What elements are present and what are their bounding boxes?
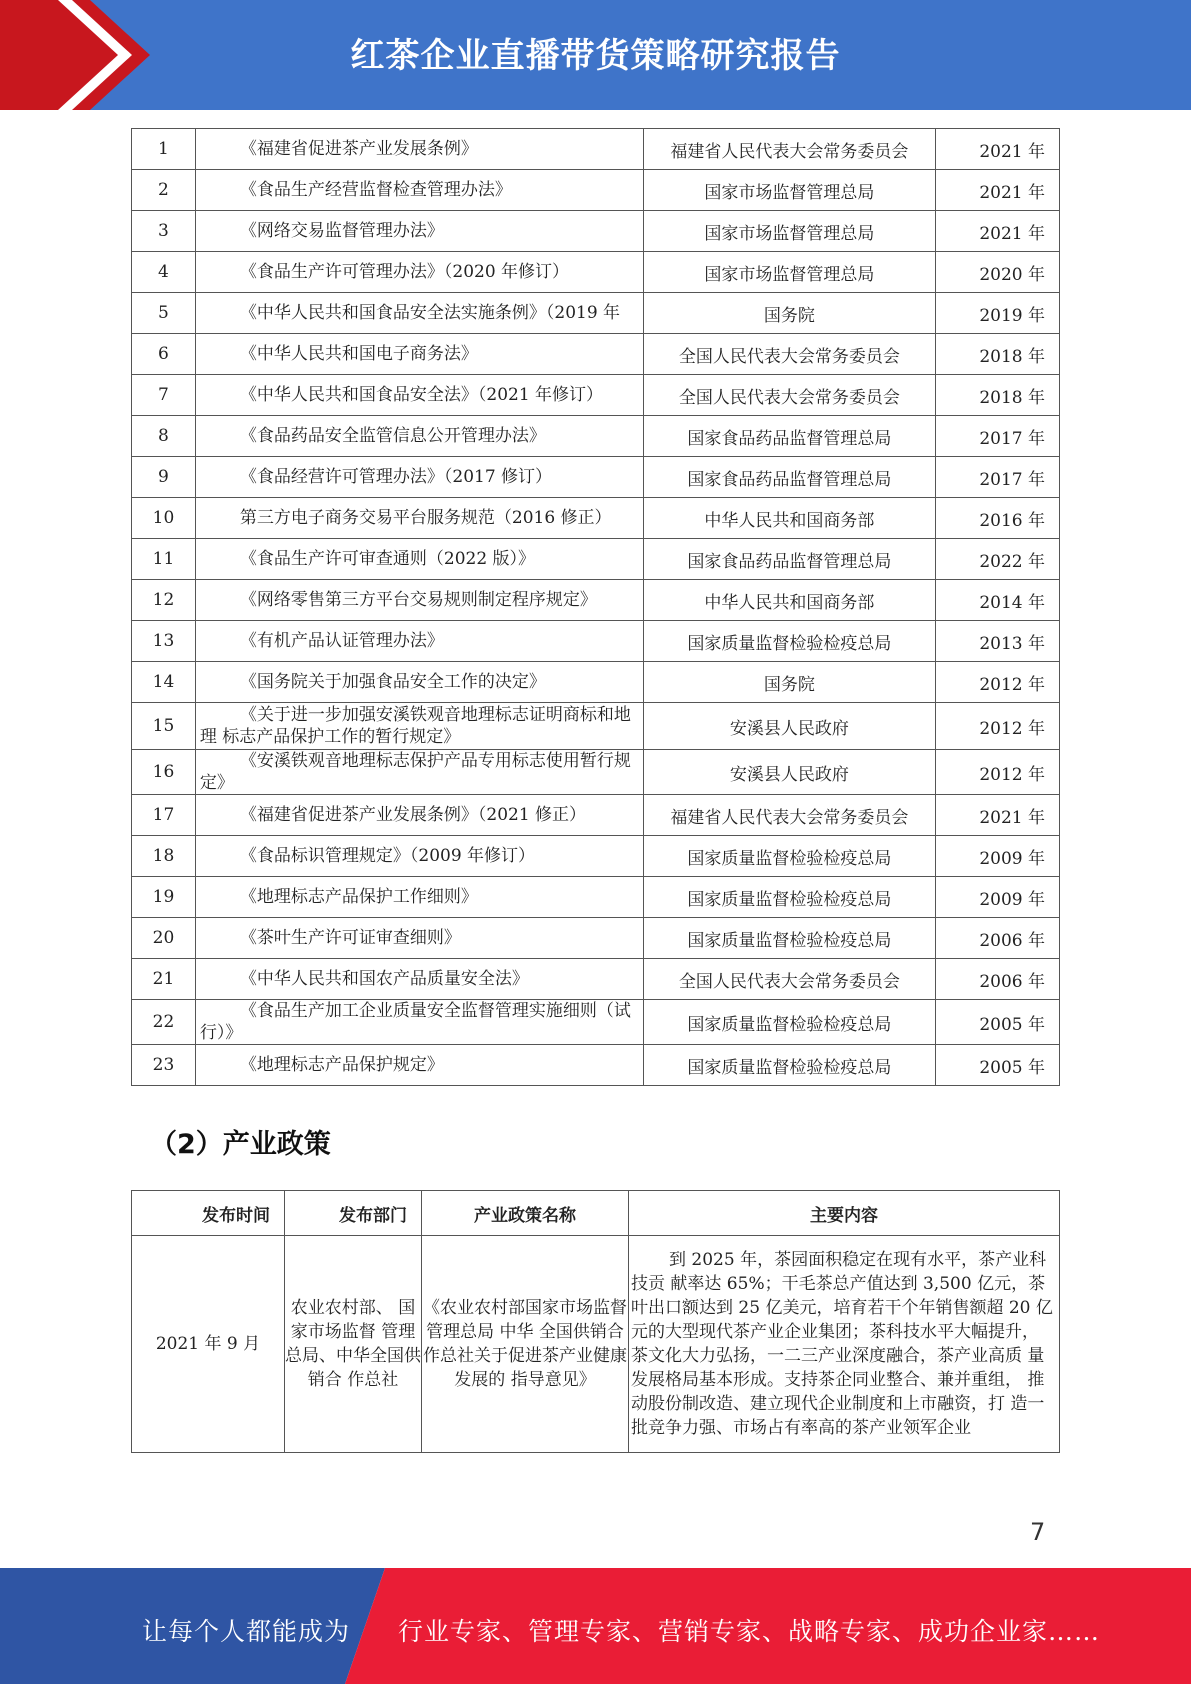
law-department: 国家质量监督检验检疫总局 [644, 918, 936, 959]
law-row [132, 334, 1060, 375]
law-row [132, 795, 1060, 836]
law-row [132, 252, 1060, 293]
law-name [195, 211, 643, 252]
law-department: 全国人民代表大会常务委员会 [644, 334, 936, 375]
law-department: 福建省人民代表大会常务委员会 [644, 795, 936, 836]
law-department: 国家质量监督检验检疫总局 [644, 836, 936, 877]
policy-name: 《农业农村部国家市场监督管理总局 中华 全国供销合作总社关于促进茶产业健康发展的 指导意见》 [422, 1236, 629, 1453]
page-number: 7 [1030, 1518, 1046, 1546]
law-name [195, 703, 643, 750]
law-name [195, 375, 643, 416]
law-year: 2005 年 [935, 1000, 1059, 1045]
law-row [132, 703, 1060, 750]
law-row [132, 457, 1060, 498]
law-department: 福建省人民代表大会常务委员会 [644, 129, 936, 170]
law-name-text: 《食品经营许可管理办法》（2017 修订） [239, 467, 553, 487]
law-row [132, 959, 1060, 1000]
law-year: 2022 年 [935, 539, 1059, 580]
law-name [195, 539, 643, 580]
law-number: 22 [132, 1000, 196, 1045]
law-row [132, 1000, 1060, 1045]
law-number: 19 [132, 877, 196, 918]
law-row [132, 416, 1060, 457]
law-name-text: 《食品生产经营监督检查管理办法》 [239, 180, 512, 200]
law-row [132, 662, 1060, 703]
law-name-text: 《食品生产许可管理办法》（2020 年修订） [239, 262, 570, 282]
policy-row [132, 1236, 1060, 1453]
law-year: 2012 年 [935, 750, 1059, 795]
law-year: 2020 年 [935, 252, 1059, 293]
law-name [195, 877, 643, 918]
law-row [132, 129, 1060, 170]
footer-slogan-right: 行业专家、管理专家、营销专家、战略专家、成功企业家…… [398, 1617, 1101, 1646]
law-department: 中华人民共和国商务部 [644, 498, 936, 539]
law-name [195, 1045, 643, 1086]
page-header [0, 0, 1191, 110]
law-number: 12 [132, 580, 196, 621]
law-name-text: 《地理标志产品保护规定》 [239, 1055, 444, 1075]
law-department: 国家质量监督检验检疫总局 [644, 1000, 936, 1045]
law-row [132, 1045, 1060, 1086]
law-department: 国家市场监督管理总局 [644, 252, 936, 293]
law-name [195, 621, 643, 662]
law-name-text: 《中华人民共和国电子商务法》 [239, 344, 478, 364]
law-name [195, 836, 643, 877]
law-year: 2009 年 [935, 836, 1059, 877]
policy-dept: 农业农村部、 国家市场监督 管理总局、中华全国供销合 作总社 [285, 1236, 422, 1453]
law-name [195, 252, 643, 293]
law-row [132, 539, 1060, 580]
law-year: 2005 年 [935, 1045, 1059, 1086]
law-year: 2018 年 [935, 375, 1059, 416]
law-number: 18 [132, 836, 196, 877]
law-year: 2021 年 [935, 211, 1059, 252]
law-row [132, 293, 1060, 334]
law-year: 2012 年 [935, 703, 1059, 750]
section-title: （2）产业政策 [150, 1129, 331, 1160]
law-name [195, 918, 643, 959]
law-department: 全国人民代表大会常务委员会 [644, 959, 936, 1000]
law-number: 9 [132, 457, 196, 498]
law-number: 7 [132, 375, 196, 416]
law-name-text: 《网络交易监督管理办法》 [239, 221, 444, 241]
law-number: 20 [132, 918, 196, 959]
law-name-text: 《食品生产加工企业质量安全监督管理实施细则（试行）》 [199, 1001, 631, 1043]
law-name [195, 293, 643, 334]
law-name [195, 662, 643, 703]
law-year: 2017 年 [935, 416, 1059, 457]
law-row [132, 498, 1060, 539]
law-department: 安溪县人民政府 [644, 750, 936, 795]
law-number: 17 [132, 795, 196, 836]
law-number: 14 [132, 662, 196, 703]
law-name [195, 959, 643, 1000]
law-year: 2012 年 [935, 662, 1059, 703]
law-year: 2009 年 [935, 877, 1059, 918]
law-name-text: 《国务院关于加强食品安全工作的决定》 [239, 672, 546, 692]
law-name-text: 《福建省促进茶产业发展条例》 [239, 139, 478, 159]
law-department: 国家质量监督检验检疫总局 [644, 877, 936, 918]
law-department: 国家食品药品监督管理总局 [644, 457, 936, 498]
law-department: 国家食品药品监督管理总局 [644, 416, 936, 457]
law-number: 23 [132, 1045, 196, 1086]
header-release-time: 发布时间 [132, 1191, 285, 1236]
law-name-text: 《食品标识管理规定》（2009 年修订） [239, 846, 536, 866]
law-number: 8 [132, 416, 196, 457]
header-main-content: 主要内容 [629, 1191, 1060, 1236]
law-number: 11 [132, 539, 196, 580]
header-policy-name: 产业政策名称 [422, 1191, 629, 1236]
law-department: 国家市场监督管理总局 [644, 170, 936, 211]
law-year: 2006 年 [935, 959, 1059, 1000]
law-year: 2013 年 [935, 621, 1059, 662]
laws-table [131, 128, 1060, 1086]
policy-header-row [132, 1191, 1060, 1236]
law-name-text: 《关于进一步加强安溪铁观音地理标志证明商标和地理 标志产品保护工作的暂行规定》 [199, 705, 631, 747]
law-row [132, 580, 1060, 621]
law-name [195, 498, 643, 539]
law-name-text: 《中华人民共和国食品安全法》（2021 年修订） [239, 385, 604, 405]
law-row [132, 375, 1060, 416]
law-number: 13 [132, 621, 196, 662]
law-row [132, 918, 1060, 959]
law-year: 2006 年 [935, 918, 1059, 959]
law-department: 国家质量监督检验检疫总局 [644, 1045, 936, 1086]
law-year: 2019 年 [935, 293, 1059, 334]
law-name-text: 《福建省促进茶产业发展条例》（2021 修正） [239, 805, 587, 825]
law-department: 安溪县人民政府 [644, 703, 936, 750]
law-name-text: 《茶叶生产许可证审查细则》 [239, 928, 461, 948]
law-name [195, 580, 643, 621]
law-number: 5 [132, 293, 196, 334]
law-number: 2 [132, 170, 196, 211]
law-name [195, 416, 643, 457]
law-row [132, 836, 1060, 877]
law-number: 3 [132, 211, 196, 252]
law-number: 15 [132, 703, 196, 750]
law-name [195, 457, 643, 498]
law-row [132, 877, 1060, 918]
law-number: 16 [132, 750, 196, 795]
law-row [132, 750, 1060, 795]
law-department: 中华人民共和国商务部 [644, 580, 936, 621]
law-year: 2016 年 [935, 498, 1059, 539]
law-department: 国务院 [644, 662, 936, 703]
law-year: 2021 年 [935, 170, 1059, 211]
policy-table [131, 1190, 1060, 1453]
law-row [132, 621, 1060, 662]
law-department: 全国人民代表大会常务委员会 [644, 375, 936, 416]
report-title: 红茶企业直播带货策略研究报告 [350, 36, 841, 76]
law-name [195, 334, 643, 375]
header-release-dept: 发布部门 [285, 1191, 422, 1236]
law-name-text: 《地理标志产品保护工作细则》 [239, 887, 478, 907]
law-name-text: 《中华人民共和国农产品质量安全法》 [239, 969, 529, 989]
law-row [132, 211, 1060, 252]
law-year: 2018 年 [935, 334, 1059, 375]
law-number: 4 [132, 252, 196, 293]
law-name-text: 《食品生产许可审查通则（2022 版）》 [239, 549, 536, 569]
page-footer [0, 1568, 1191, 1684]
law-year: 2017 年 [935, 457, 1059, 498]
policy-content: 到 2025 年，茶园面积稳定在现有水平，茶产业科技贡 献率达 65%；干毛茶总产值达到 3,500 亿元，茶叶出口额达到 25 亿美元，培育若干个年销售额超 20 亿元的大型现代茶产业企业集团；茶科技水平大幅提升， 茶文化大力弘扬，一二三产业深度融合，茶产业高质 量发展格局基本形成。支持茶企同业整合、兼并重组， 推动股份制改造、建立现代企业制度和上市融资，打 造一批竞争力强、市场占有率高的茶产业领军企业 [629, 1236, 1060, 1453]
law-number: 1 [132, 129, 196, 170]
law-department: 国务院 [644, 293, 936, 334]
law-name [195, 750, 643, 795]
law-number: 21 [132, 959, 196, 1000]
footer-slogan-left: 让每个人都能成为 [142, 1617, 351, 1646]
law-name-text: 《有机产品认证管理办法》 [239, 631, 444, 651]
law-department: 国家食品药品监督管理总局 [644, 539, 936, 580]
law-year: 2021 年 [935, 795, 1059, 836]
law-name [195, 795, 643, 836]
law-number: 6 [132, 334, 196, 375]
law-name [195, 129, 643, 170]
law-year: 2021 年 [935, 129, 1059, 170]
law-name-text: 《中华人民共和国食品安全法实施条例》（2019 年 [239, 303, 621, 323]
law-name-text: 《网络零售第三方平台交易规则制定程序规定》 [239, 590, 597, 610]
law-row [132, 170, 1060, 211]
law-name-text: 《食品药品安全监管信息公开管理办法》 [239, 426, 546, 446]
law-name-text: 第三方电子商务交易平台服务规范（2016 修正） [239, 508, 612, 528]
law-year: 2014 年 [935, 580, 1059, 621]
law-number: 10 [132, 498, 196, 539]
law-name-text: 《安溪铁观音地理标志保护产品专用标志使用暂行规定》 [199, 751, 631, 793]
law-department: 国家市场监督管理总局 [644, 211, 936, 252]
policy-time: 2021 年 9 月 [132, 1236, 285, 1453]
law-name [195, 1000, 643, 1045]
law-name [195, 170, 643, 211]
law-department: 国家质量监督检验检疫总局 [644, 621, 936, 662]
